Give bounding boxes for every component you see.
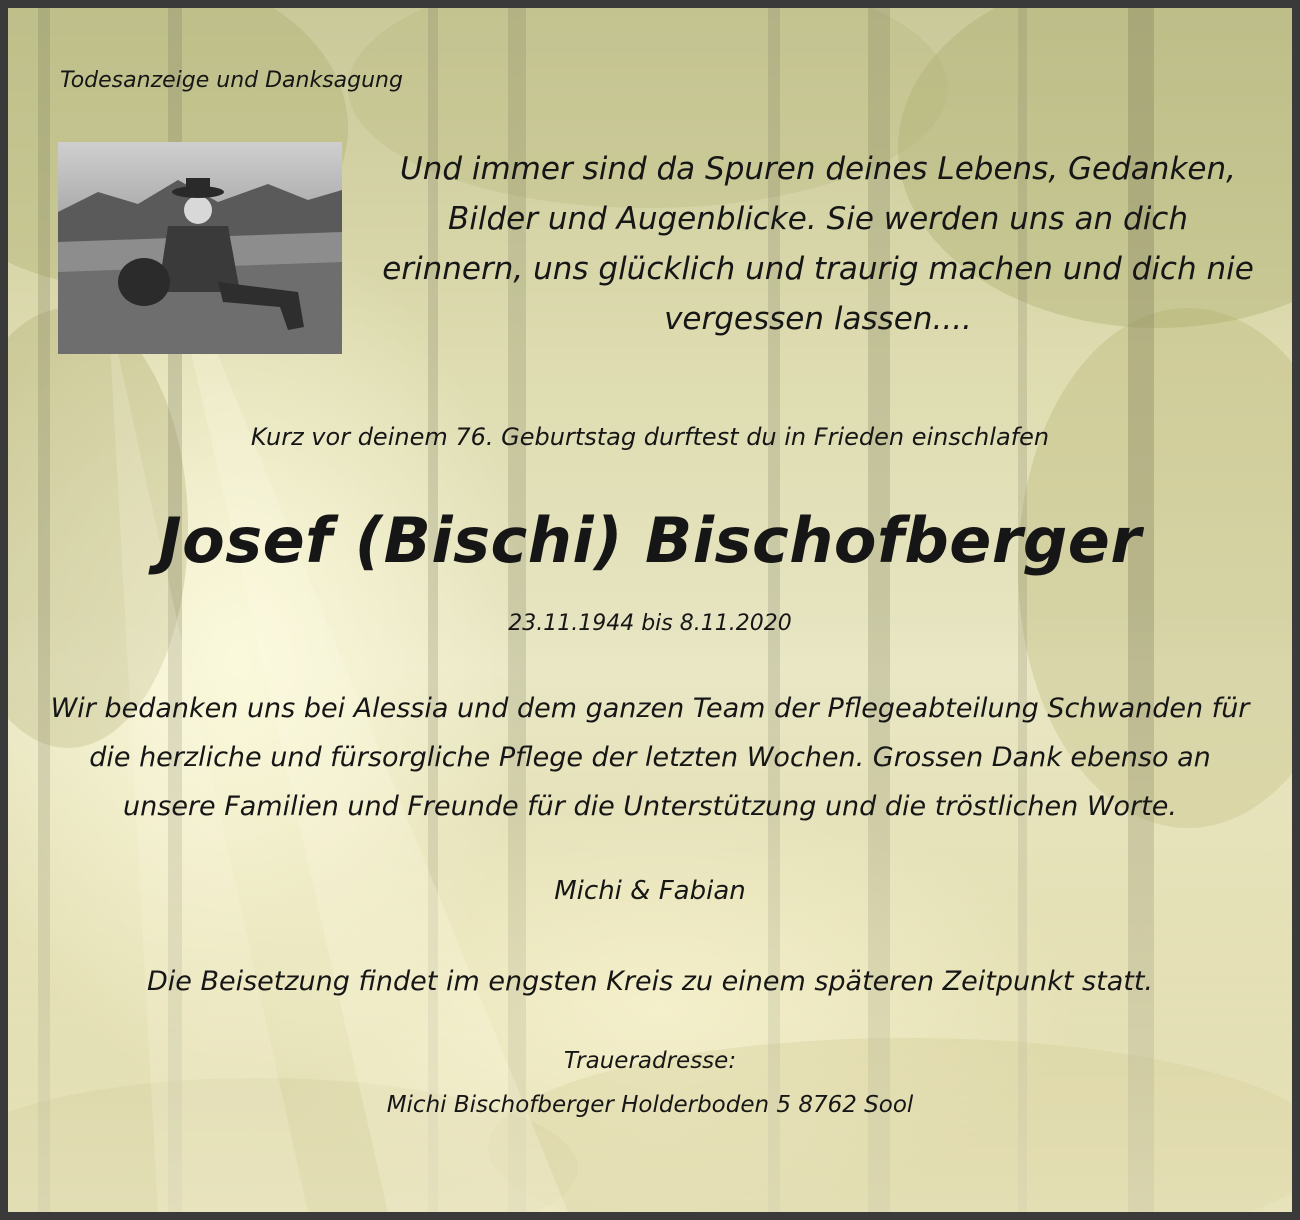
mourning-address: Michi Bischofberger Holderboden 5 8762 Sool [386,1092,914,1118]
signers: Michi & Fabian [554,876,746,906]
notice-heading: Todesanzeige und Danksagung [60,68,403,93]
intro-line: Kurz vor deinem 76. Geburtstag durftest du in Frieden einschlafen [250,423,1050,451]
deceased-name: Josef (Bischi) Bischofberger [158,504,1142,577]
burial-note: Die Beisetzung findet im engsten Kreis zu einem späteren Zeitpunkt statt. [146,966,1153,997]
thanks-paragraph: Wir bedanken uns bei Alessia und dem ganzen Team der Pflegeabteilung Schwanden für die herzliche und fürsorgliche Pflege der letzten Wochen. Grossen Dank ebenso an unsere Familien und Freunde für die Unterstützung und die tröstlichen Worte. [50,693,1250,822]
address-label: Traueradresse: [563,1048,737,1074]
photo-illustration [58,142,342,354]
memorial-quote: Und immer sind da Spuren deines Lebens, Gedanken, Bilder und Augenblicke. Sie werden uns an dich erinnern, uns glücklich und traurig machen und dich nie vergessen lassen.... [382,151,1254,337]
life-dates: 23.11.1944 bis 8.11.2020 [508,611,792,636]
portrait-photo [58,142,342,354]
